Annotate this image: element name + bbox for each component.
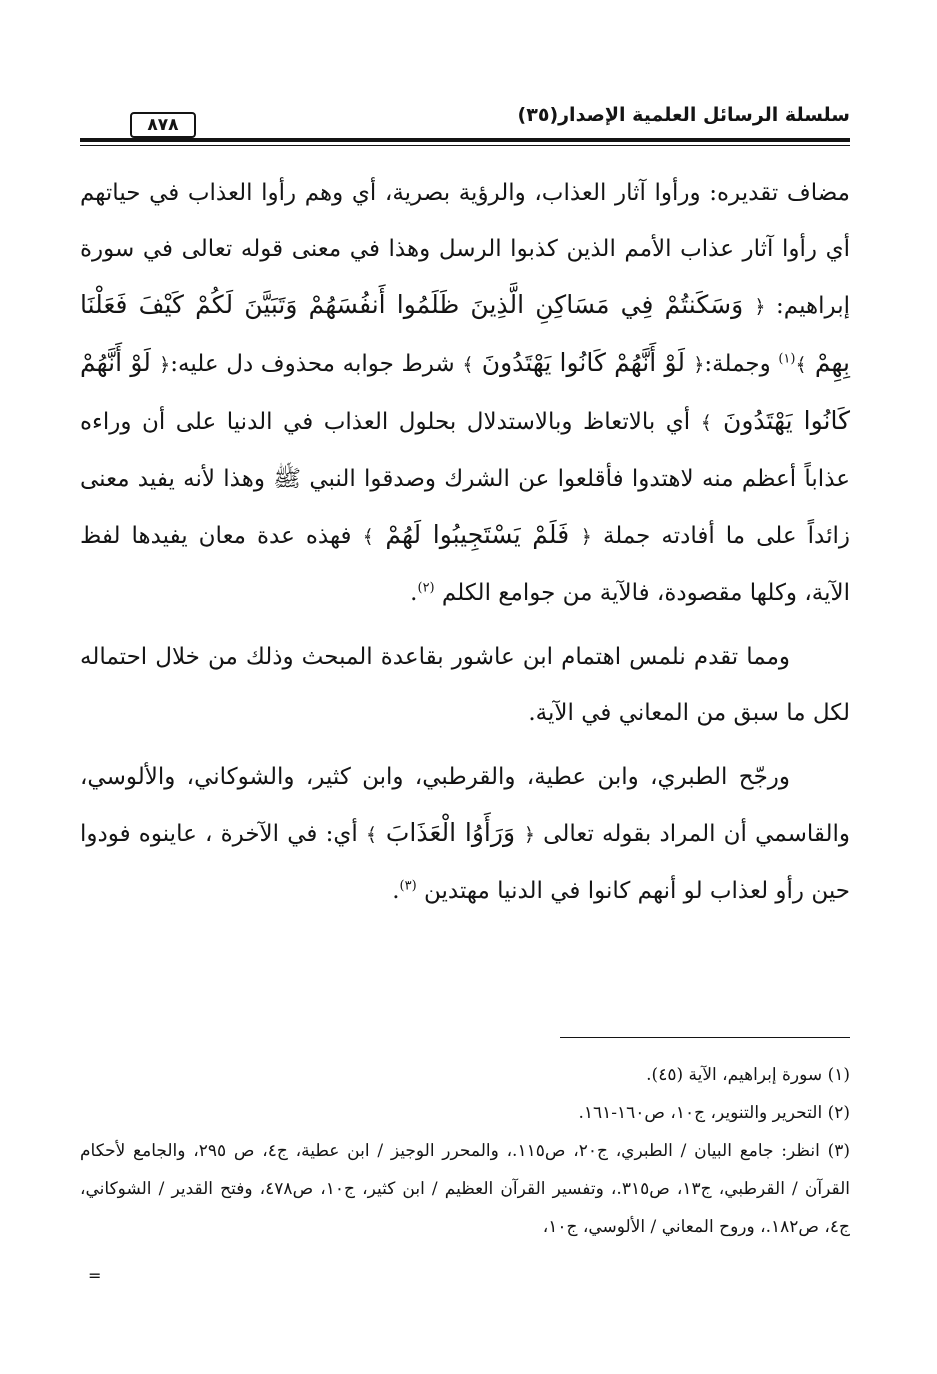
ornate-bracket-open: ﴿ <box>159 354 171 376</box>
header-rule-thin <box>80 145 850 146</box>
header-rule-thick <box>80 138 850 142</box>
footnote-separator <box>560 1037 850 1038</box>
page-header <box>80 102 850 150</box>
ornate-bracket-open: ﴿ <box>754 296 766 318</box>
footnote-2: (٢) التحرير والتنوير، ج١٠، ص١٦٠-١٦١. <box>578 1103 850 1123</box>
ornate-bracket-open: ﴿ <box>693 354 705 376</box>
text-span: شرط جوابه محذوف دل عليه: <box>170 351 463 377</box>
text-span: وجملة: <box>704 351 779 377</box>
ornate-bracket-close: ﴾ <box>362 526 374 548</box>
text-span: ورجّح الطبري، وابن عطية، والقرطبي، وابن كثير، والشوكاني، والألوسي، والقاسمي أن المراد بقوله تعالى <box>80 764 851 847</box>
ornate-bracket-close: ﴾ <box>795 354 807 376</box>
quran-verse: لَوْ أَنَّهُمْ كَانُوا يَهْتَدُونَ <box>473 348 694 377</box>
continuation-mark: = <box>88 1266 102 1285</box>
page-number: ٨٧٨ <box>130 112 196 138</box>
quran-verse: لَوْ أَنَّهُمْ كَانُوا يَهْتَدُونَ <box>80 348 851 435</box>
ornate-bracket-close: ﴾ <box>365 824 378 846</box>
ornate-bracket-close: ﴾ <box>700 412 712 434</box>
quran-verse: فَلَمْ يَسْتَجِيبُوا لَهُمْ <box>373 520 581 549</box>
paragraph-1 <box>80 165 850 621</box>
quran-verse: وَسَكَنتُمْ فِي مَسَاكِنِ الَّذِينَ ظَلَمُوا أَنفُسَهُمْ وَتَبَيَّنَ لَكُمْ كَيْفَ فَعَلْنَا بِهِمْ <box>80 290 850 377</box>
text-span: . <box>410 580 418 606</box>
paragraph-2: ومما تقدم نلمس اهتمام ابن عاشور بقاعدة المبحث وذلك من خلال احتماله لكل ما سبق من المعاني في الآية. <box>80 644 850 726</box>
footnote-ref: (٢) <box>417 580 435 596</box>
text-span: مضاف تقديره: ورأوا آثار العذاب، والرؤية بصرية، أي وهم رأوا العذاب في حياتهم أي رأوا آثار عذاب الأمم الذين كذبوا الرسل وهذا في معنى قوله تعالى في سورة إبراهيم: <box>80 180 851 319</box>
ornate-bracket-open: ﴿ <box>523 824 535 846</box>
main-text <box>80 165 850 919</box>
quran-verse: وَرَأَوُا الْعَذَابَ <box>377 818 524 847</box>
text-span: . <box>392 878 400 904</box>
text-span: أي: في الآخرة ، عاينوه فودوا حين رأو لعذاب لو أنهم كانوا في الدنيا مهتدين <box>80 821 850 904</box>
ornate-bracket-open: ﴿ <box>580 526 592 548</box>
paragraph-3 <box>80 749 850 919</box>
text-span: فهذه عدة معان يفيدها لفظ الآية، وكلها مقصودة، فالآية من جوامع الكلم <box>80 523 850 606</box>
series-title: سلسلة الرسائل العلمية الإصدار(٣٥) <box>517 104 850 126</box>
ornate-bracket-close: ﴾ <box>462 354 474 376</box>
footnote-ref: (١) <box>778 351 796 367</box>
footnote-ref: (٣) <box>399 878 417 894</box>
footnotes <box>80 1056 850 1246</box>
text-span: أي بالاتعاظ وبالاستدلال بحلول العذاب في الدنيا على أن وراءه عذاباً أعظم منه لاهتدوا فأقلعوا عن الشرك وصدقوا النبي ﷺ وهذا لأنه يفيد معنى زائداً على ما أفادته جملة <box>80 409 850 549</box>
footnote-1: (١) سورة إبراهيم، الآية (٤٥). <box>646 1065 850 1085</box>
footnote-3: (٣) انظر: جامع البيان / الطبري، ج٢٠، ص١١٥.، والمحرر الوجيز / ابن عطية، ج٤، ص ٢٩٥، والجامع لأحكام القرآن / القرطبي، ج١٣، ص٣١٥.، وتفسير القرآن العظيم / ابن كثير، ج١٠، ص٤٧٨، وفتح القدير / الشوكاني، ج٤، ص١٨٢.، وروح المعاني / الألوسي، ج١٠، <box>80 1141 850 1237</box>
